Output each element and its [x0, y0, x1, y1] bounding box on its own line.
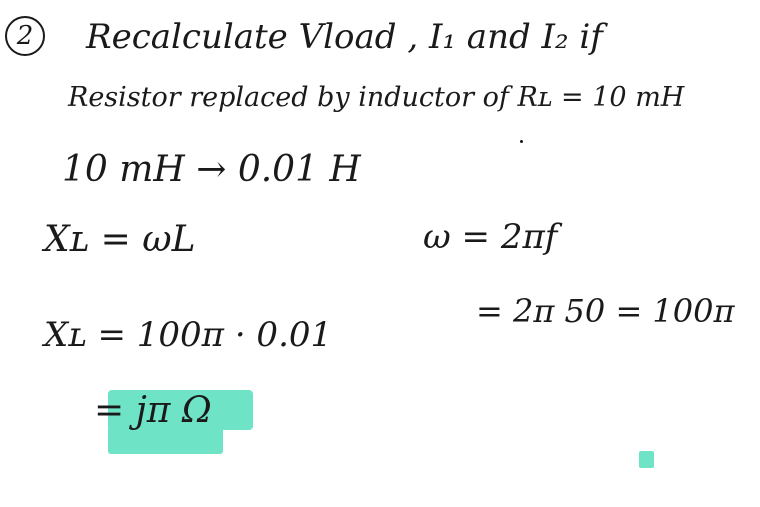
highlighter-cursor[interactable] [639, 451, 654, 468]
problem-statement-line-2: Resistor replaced by inductor of Rʟ = 10 mH [68, 82, 685, 113]
reactance-result: = jπ Ω [94, 390, 212, 431]
reactance-formula: Xʟ = ωL [44, 219, 196, 260]
angular-frequency-value: = 2π 50 = 100π [476, 292, 735, 330]
unit-conversion: 10 mH → 0.01 H [62, 149, 361, 190]
reactance-substitution: Xʟ = 100π · 0.01 [44, 315, 333, 355]
problem-number: 2 [5, 16, 45, 56]
problem-statement-line-1: Recalculate Vload , I₁ and I₂ if [86, 17, 603, 57]
stray-ink-dot [520, 140, 523, 143]
angular-frequency-formula: ω = 2πf [423, 217, 558, 257]
